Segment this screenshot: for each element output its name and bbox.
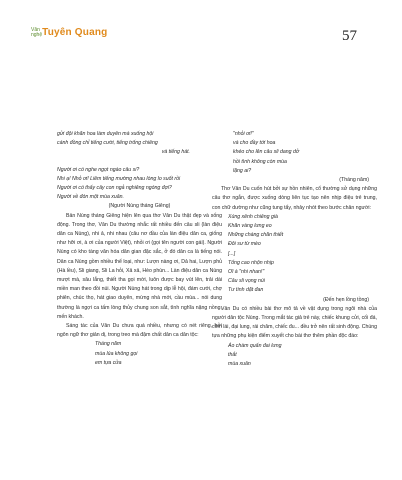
magazine-logo xyxy=(31,27,107,45)
poem-line: Tổng cao nhộn nhịp xyxy=(228,259,274,266)
poem-line: mùa xuân xyxy=(228,361,251,368)
poem-line: mùa lúa không gọi xyxy=(95,350,138,357)
poem-source: (Người Nùng tháng Giêng) xyxy=(108,203,171,210)
poem-line: Những chàng chăn thiết xyxy=(228,232,284,239)
page-header xyxy=(0,0,402,60)
logo-small-line-2: nghệ xyxy=(31,32,43,38)
poem-line: Đôi sư từ mèo xyxy=(228,241,261,248)
poem-line: Khăn vàng lưng eo xyxy=(228,223,272,230)
poem-source: (Đến hẹn lồng tồng) xyxy=(323,296,369,303)
poem-source: (Tháng năm) xyxy=(339,177,369,184)
poem-line: Tư tình dặt đan xyxy=(228,287,264,294)
poem-line: Áo chàm quấn đai lưng xyxy=(228,342,282,349)
verse-line: Người về đón một mùa xuân. xyxy=(57,194,124,201)
poem-line: lặng ai? xyxy=(233,167,252,174)
poem-line: hồi tình không còn mùa xyxy=(233,158,287,165)
logo-title: Tuyên Quang xyxy=(42,27,108,38)
poem-line: em tựa cửa xyxy=(95,359,122,366)
verse-line: Người ơi có nghe ngọt ngào câu si? xyxy=(57,166,140,173)
right-column xyxy=(212,130,377,369)
logo-small-text xyxy=(31,28,42,38)
body-paragraph: Thơ Vân Du cuốn hút bởi sự hồn nhiên, cổ thường sử dụng những câu thơ ngắn, được xuống dòng liên tục tạo nên nhịp điệu trẻ trung, con chữ dường như cũng tung tẩy, nhảy nhót theo bước chân người: xyxy=(212,186,377,211)
body-paragraph: Vân Du có nhiều bài thơ mô tả về vật dụng trong ngôi nhà của người dân tộc Nùng. Trong mắt tác giả trẻ này, chiếc khung cửi, cối đá, cồm lái, đại lung, rái chăm, chiếc đu... đều trở nên rất sinh động. Chúng tựa những phụ kiện điểm xuyết cho bài thơ thêm phần độc đáo: xyxy=(212,305,377,340)
verse-line: gửi đội khăn hoa làm duyên mà xuống hội xyxy=(57,131,154,137)
poem-line: Câu sli vọng núi xyxy=(228,278,265,285)
body-paragraph: Sáng tác của Vân Du chưa quá nhiều, nhưng có nét riêng, bởi ngôn ngữ thơ giản dị, trong treo mà đậm chất dân ca dân tộc: xyxy=(57,323,222,339)
poem-line: và cho đầy tới hoa xyxy=(233,140,276,147)
poem-line: Ơi à "nhi nhan!" xyxy=(228,269,265,276)
poem-line: thắt xyxy=(228,351,237,358)
body-paragraph: Bản Nùng tháng Giêng hiện lên qua thơ Vân Du thật đẹp và sống động. Trong thơ, Vân Du thường nhắc rất nhiều đến câu sli (làn điệu dân ca Nùng), nhi ả, nhi nhau (câu nơ đầu của làn điệu dân ca, giống như hỡi ơi, à ơi của người Việt), nhỏi ơi (gọi tên người con gái). Người Nùng có kho tàng văn hóa dân gian đặc sắc, ở đó dân ca là tiếng nói. Dân ca Nùng gồm nhiều thể loại, như: Lượn nàng ơi, Dả hai, Lượn phủ (Hà lều), Sli giang, Sli La hỏi, Xả xả, Hèo phùn... Làn điệu dân ca Nùng mượt mà, sâu lắng, thiết tha gọi mời, luôn được bay vút lên, trải dài miền man theo đồi núi. Người Nùng hát trong dịp lễ hội, đám cưới, chợ phiên, chúc thọ, hát giao duyên, mừng nhà mới, cầu mùa... nói dung thường là ngợi ca tấm lòng thủy chung son sắt, tình nghĩa nặng nồng, mến khách. xyxy=(57,212,222,320)
page-number: 57 xyxy=(342,28,357,44)
verse-line: và tiếng hát. xyxy=(161,149,190,156)
verse-line: Nhi ạ! Nhỏ ơi! Liêm tiếng mường nhau lòng lo suốt rồi xyxy=(57,175,181,182)
verse-line: cánh đồng chỉ tiếng cười, tiếng trống chiêng xyxy=(57,140,158,147)
poem-line: Tháng năm xyxy=(95,341,122,348)
poem-line: "nhỏi ơi!" xyxy=(233,131,254,137)
verse-line: Người ơi có thấy cây con ngả nghiêng ngóng đợi? xyxy=(57,185,172,192)
poem-line: [...] xyxy=(228,250,236,257)
logo-small-line-1: Văn xyxy=(31,27,40,33)
left-column xyxy=(57,130,222,368)
poem-line: Xúng xênh chiêng già xyxy=(228,213,278,220)
poem-line: khéo cho lên câu sli dang dở xyxy=(233,149,300,156)
